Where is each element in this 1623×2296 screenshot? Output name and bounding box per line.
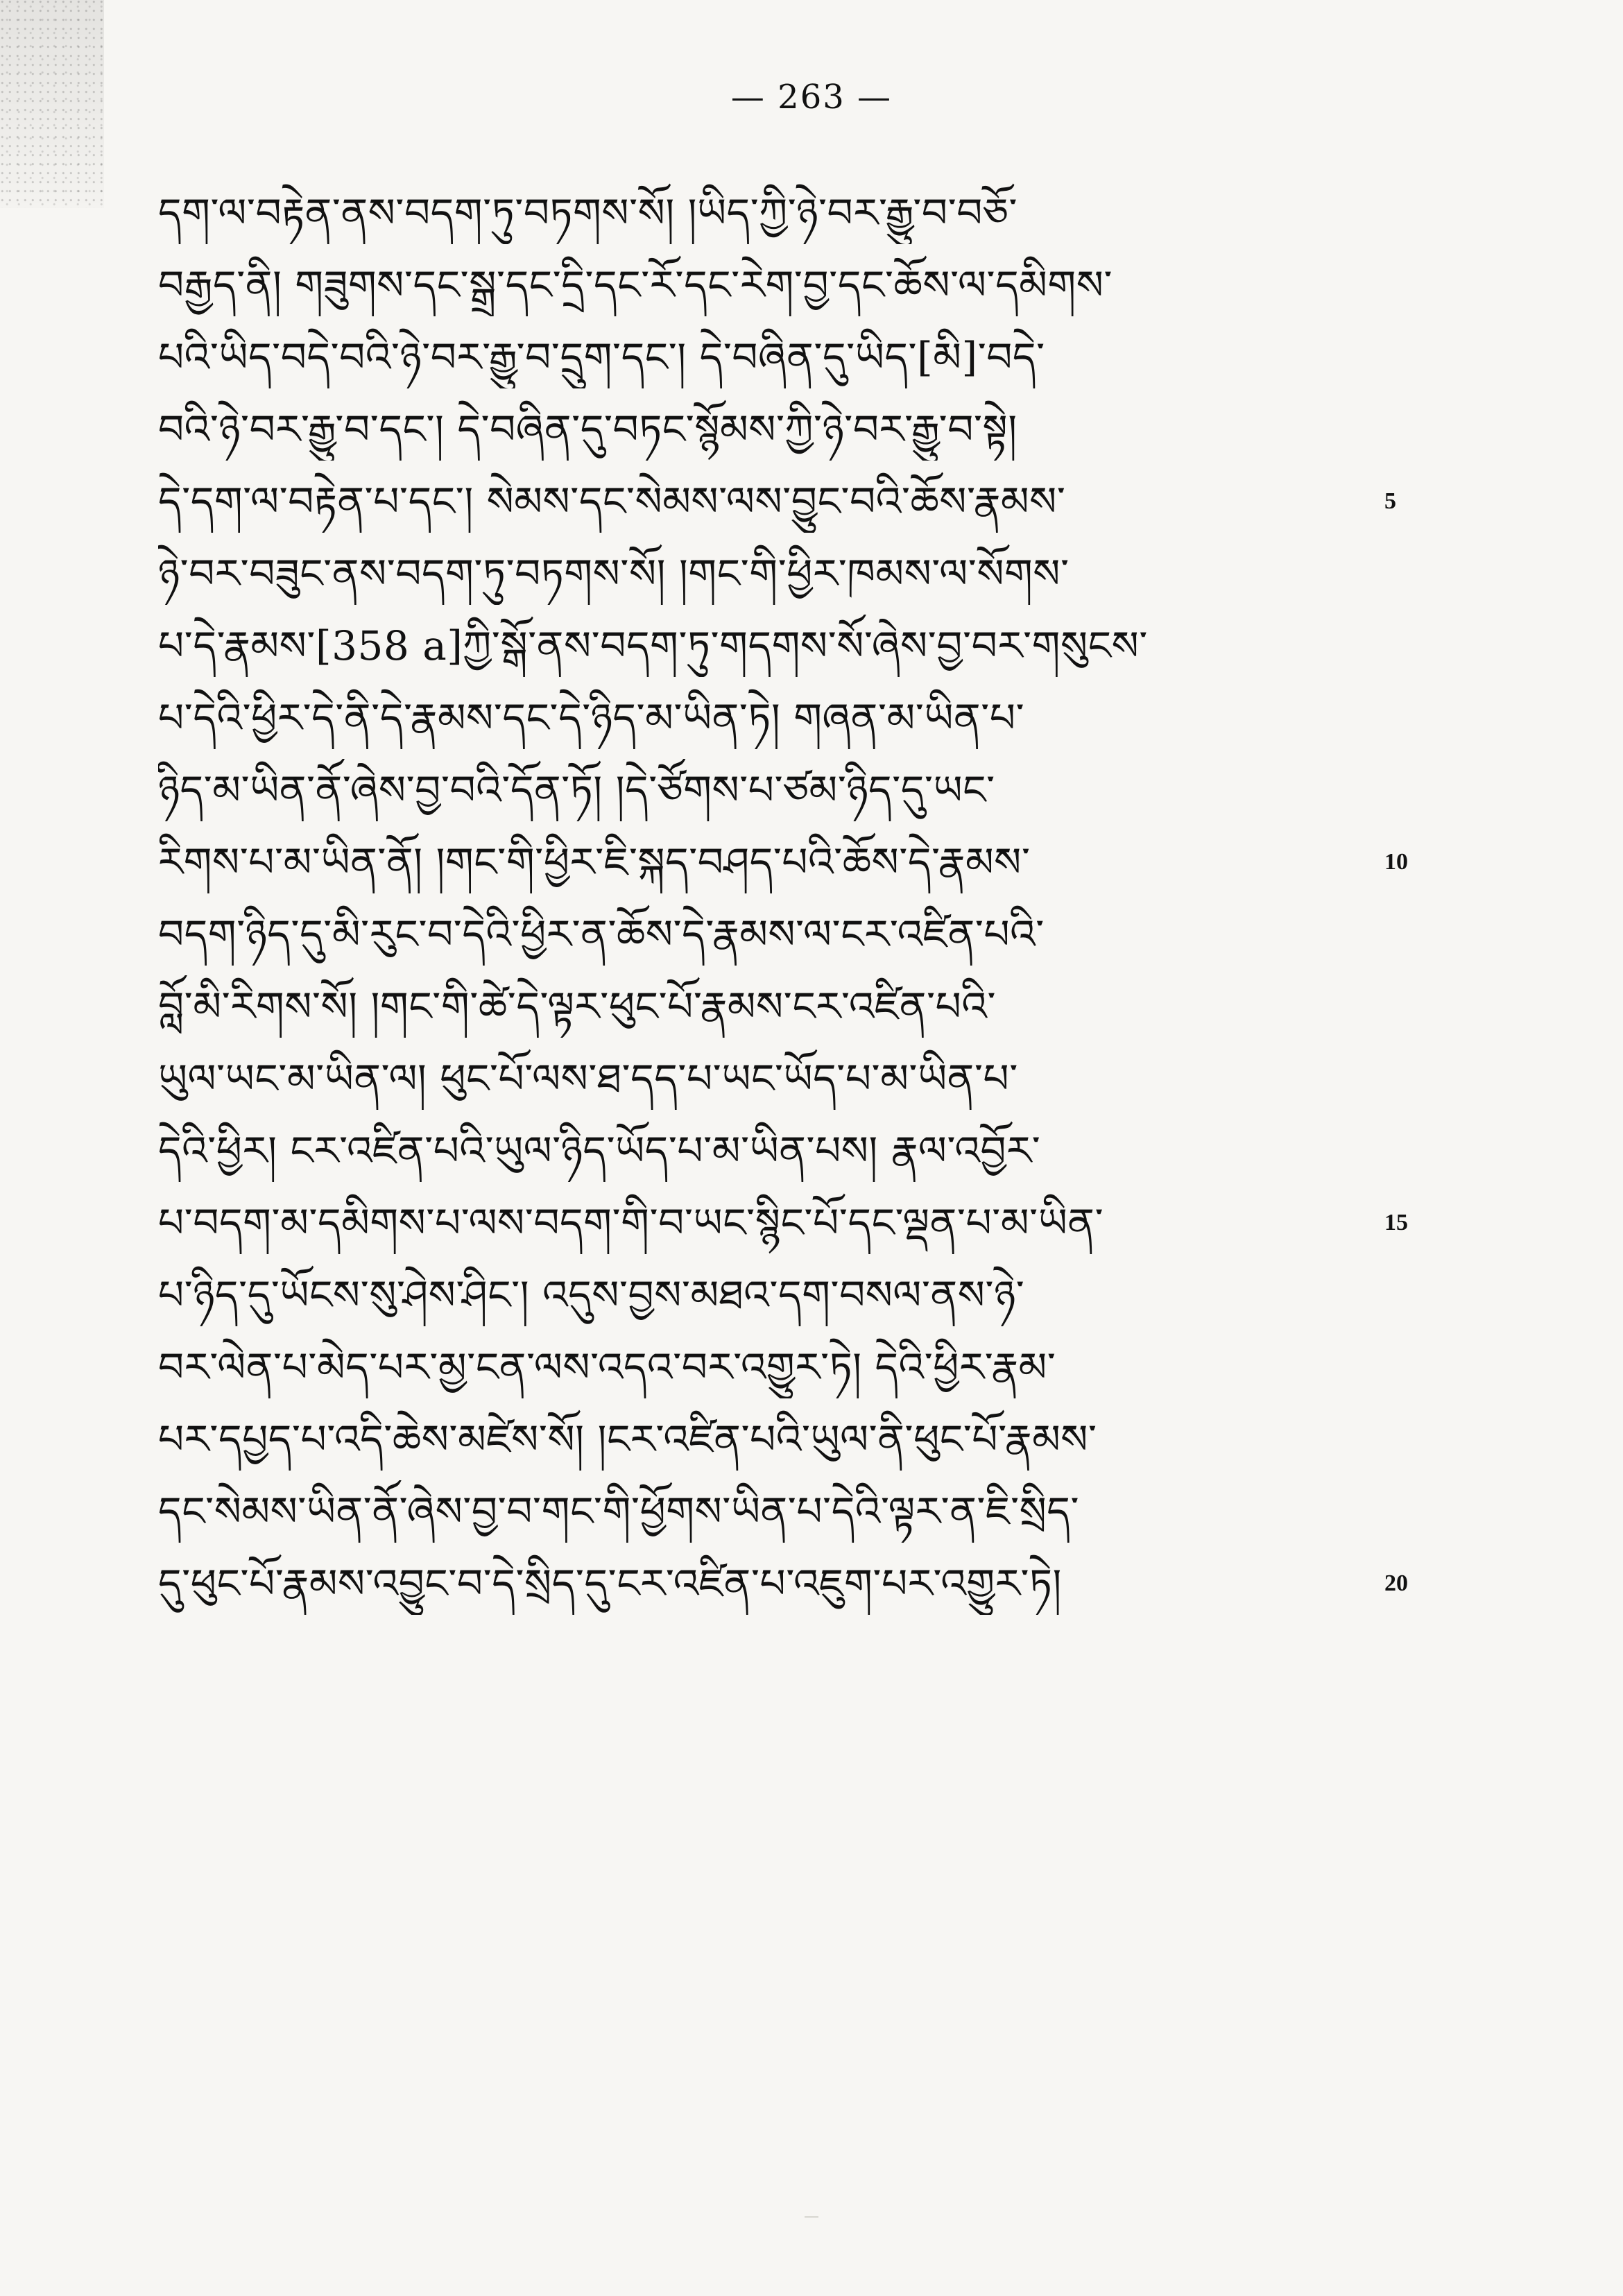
text-line-4: བའི་ཉེ་བར་རྒྱུ་བ་དང་། དེ་བཞིན་དུ་བཏང་སྙོམས་ཀྱི་ཉེ་བར་རྒྱུ་བ་སྟེ། xyxy=(158,406,1017,453)
line-number-10: 10 xyxy=(1384,849,1408,875)
text-line-6: ཉེ་བར་བཟུང་ནས་བདག་ཏུ་བཏགས་སོ། །གང་གི་ཕྱིར་ཁམས་ལ་སོགས་ xyxy=(158,550,1070,597)
text-line-19: དང་སེམས་ཡིན་ནོ་ཞེས་བྱ་བ་གང་གི་ཕྱོགས་ཡིན་པ་དེའི་ལྟར་ན་ཇི་སྲིད་ xyxy=(158,1488,1080,1535)
text-line-12: བློ་མི་རིགས་སོ། །གང་གི་ཚེ་དེ་ལྟར་ཕུང་པོ་རྣམས་ངར་འཛིན་པའི་ xyxy=(158,983,997,1030)
text-line-9: ཉིད་མ་ཡིན་ནོ་ཞེས་བྱ་བའི་དོན་ཏོ། །དེ་ཙོགས་པ་ཙམ་ཉིད་དུ་ཡང་ xyxy=(158,766,995,814)
text-line-3: པའི་ཡིད་བདེ་བའི་ཉེ་བར་རྒྱུ་བ་དྲུག་དང་། དེ་བཞིན་དུ་ཡིད་[མི]་བདེ་ xyxy=(158,334,1045,381)
text-line-18: པར་དཔྱད་པ་འདི་ཆེས་མཛེས་སོ། །ངར་འཛིན་པའི་ཡུལ་ནི་ཕུང་པོ་རྣམས་ xyxy=(158,1416,1097,1463)
line-number-15: 15 xyxy=(1384,1210,1408,1235)
text-line-2: བརྒྱད་ནི། གཟུགས་དང་སྒྲ་དང་དྲི་དང་རོ་དང་རེག་བྱ་དང་ཆོས་ལ་དམིགས་ xyxy=(158,262,1113,309)
text-line-14: དེའི་ཕྱིར། ངར་འཛིན་པའི་ཡུལ་ཉིད་ཡོད་པ་མ་ཡིན་པས། རྣལ་འབྱོར་ xyxy=(158,1127,1041,1174)
scan-mark xyxy=(805,2216,818,2218)
text-line-8: པ་དེའི་ཕྱིར་དེ་ནི་དེ་རྣམས་དང་དེ་ཉིད་མ་ཡིན་ཏེ། གཞན་མ་ཡིན་པ་ xyxy=(158,694,1025,742)
text-line-20: དུ་ཕུང་པོ་རྣམས་འབྱུང་བ་དེ་སྲིད་དུ་ངར་འཛིན་པ་འཇུག་པར་འགྱུར་ཏེ། xyxy=(158,1560,1062,1607)
text-line-13: ཡུལ་ཡང་མ་ཡིན་ལ། ཕུང་པོ་ལས་ཐ་དད་པ་ཡང་ཡོད་པ་མ་ཡིན་པ་ xyxy=(158,1055,1018,1102)
page-number: — 263 — xyxy=(730,78,893,117)
line-number-5: 5 xyxy=(1384,488,1396,514)
text-line-16: པ་ཉིད་དུ་ཡོངས་སུ་ཤེས་ཤིང་། འདུས་བྱས་མཐའ་དག་བསལ་ནས་ཉེ་ xyxy=(158,1271,1025,1319)
text-line-7: པ་དེ་རྣམས་[358 a]ཀྱི་སྒོ་ནས་བདག་ཏུ་གདགས་སོ་ཞེས་བྱ་བར་གསུངས་ xyxy=(158,622,1148,669)
text-line-1: དག་ལ་བརྟེན་ནས་བདག་ཏུ་བཏགས་སོ། །ཡིད་ཀྱི་ཉེ་བར་རྒྱུ་བ་བཅོ་ xyxy=(158,189,1018,237)
text-line-10: རིགས་པ་མ་ཡིན་ནོ། །གང་གི་ཕྱིར་ཇི་སྐད་བཤད་པའི་ཆོས་དེ་རྣམས་ xyxy=(158,839,1031,886)
text-line-5: དེ་དག་ལ་བརྟེན་པ་དང་། སེམས་དང་སེམས་ལས་བྱུང་བའི་ཆོས་རྣམས་ xyxy=(158,478,1066,525)
text-line-17: བར་ལེན་པ་མེད་པར་མྱ་ངན་ལས་འདའ་བར་འགྱུར་ཏེ། དེའི་ཕྱིར་རྣམ་ xyxy=(158,1344,1056,1391)
line-number-20: 20 xyxy=(1384,1570,1408,1596)
text-line-15: པ་བདག་མ་དམིགས་པ་ལས་བདག་གི་བ་ཡང་སྙིང་པོ་དང་ལྡན་པ་མ་ཡིན་ xyxy=(158,1199,1104,1246)
text-line-11: བདག་ཉིད་དུ་མི་རུང་བ་དེའི་ཕྱིར་ན་ཆོས་དེ་རྣམས་ལ་ངར་འཛིན་པའི་ xyxy=(158,911,1045,958)
